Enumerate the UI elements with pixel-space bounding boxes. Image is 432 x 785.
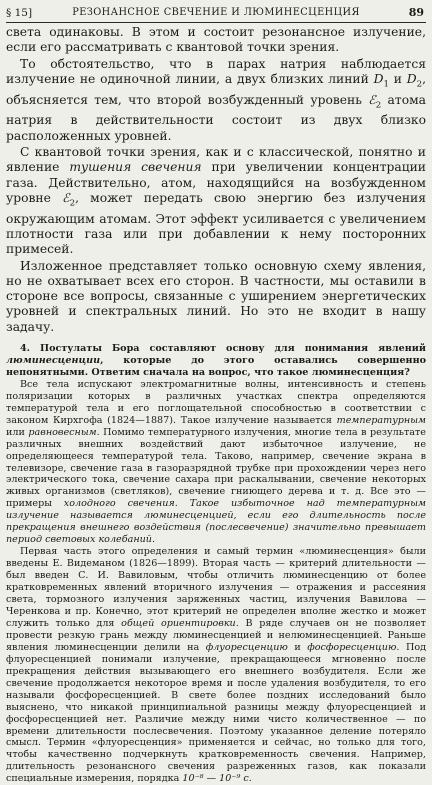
running-header — [6, 5, 426, 21]
page-number: 89 — [408, 6, 424, 19]
section-marker: § 15] — [6, 7, 33, 19]
running-title: РЕЗОНАНСНОЕ СВЕЧЕНИЕ И ЛЮМИНЕСЦЕНЦИЯ — [72, 7, 360, 18]
question-paragraph: 4. Постулаты Бора составляют основу для понимания явлений люминесценции, которые до этого оставались совершенно непонятными. Ответим сначала на вопрос, что такое люминесценция? — [6, 343, 426, 378]
paragraph: То обстоятельство, что в парах натрия наблюдается излучение не одиночной линии, а двух близких линий $D_1$ и $D_2$, объясняется тем, что второй возбужденный уровень ℰ$_2$ атома натрия в действительности состоит из двух близко расположенных уровней. — [6, 56, 427, 143]
paragraph: Все тела испускают электромагнитные волны, интенсивность и степень поляризации которых в различных участках спектра определяются температурой тела и его поглощательной способностью в соответствии с законом Кирхгофа (1824—1887). Такое излучение называется температурным или равновесным. Помимо температурного излучения, многие тела в результате различных внешних воздействий дают избыточное излучение, не определяющееся температурой тела. Таково, например, свечение экрана в телевизоре, свечение газа в газоразрядной трубке при прохождении через него электрического тока, свечение сахара при раскалывании, свечение некоторых живых организмов (светляков), свечение гниющего дерева и т. д. Все это — примеры холодного свечения. Такое избыточное над температурным излучение называется люминесценцией, если его длительность после прекращения внешнего воздействия (послесвечение) значительно превышает период световых колебаний. — [6, 378, 426, 546]
paragraph: света одинаковы. В этом и состоит резонансное излучение, если его рассматривать с квантовой точки зрения. — [6, 25, 426, 55]
page-body — [6, 25, 426, 785]
header-rule — [6, 22, 426, 23]
paragraph: Изложенное представляет только основную схему явления, но не охватывает всех его сторон. В частности, мы оставили в стороне все вопросы, связанные с уширением энергетических уровней и спектральных линий. Но это не входит в нашу задачу. — [6, 258, 426, 334]
paragraph: Первая часть этого определения и самый термин «люминесценция» были введены Е. Видеманом (1826—1899). Вторая часть — критерий длительности — был введен С. И. Вавиловым, чтобы отличить люминесценцию от более кратковременных явлений вторичного излучения — отражения и рассеяния света, тормозного излучения заряженных частиц, излучения Вавилова — Черенкова и пр. Конечно, этот критерий не определен вполне жестко и может служить только для общей ориентировки. В ряде случаев он не позволяет провести резкую грань между люминесценцией и нелюминесценцией. Раньше явления люминесценции делили на флуоресценцию и фосфоресценцию. Под флуоресценцией понимали излучение, прекращающееся мгновенно после прекращения действия вызывающего его внешнего возбудителя. Если же свечение продолжается некоторое время и после удаления возбудителя, то его называли фосфоресценцией. В свете более поздних исследований было выяснено, что никакой принципиальной разницы между флуоресценцией и фосфоресценцией нет. Различие между ними чисто количественное — по времени длительности послесвечения. Поэтому указанное деление потеряло смысл. Термин «флуоресценция» применяется и сейчас, но только для того, чтобы качественно подчеркнуть кратковременность свечения. Например, длительность резонансного свечения разреженных газов, как показали специальные измерения, порядка 10⁻⁸ — 10⁻⁹ с. — [6, 546, 427, 785]
paragraph: С квантовой точки зрения, как и с классической, понятно и явление тушения свечения при увеличении концентрации газа. Действительно, атом, находящийся на возбужденном уровне ℰ$_2$, может передать свою энергию без излучения окружающим атомам. Этот эффект усиливается с увеличением плотности газа или при добавлении к нему посторонних примесей. — [6, 144, 426, 257]
